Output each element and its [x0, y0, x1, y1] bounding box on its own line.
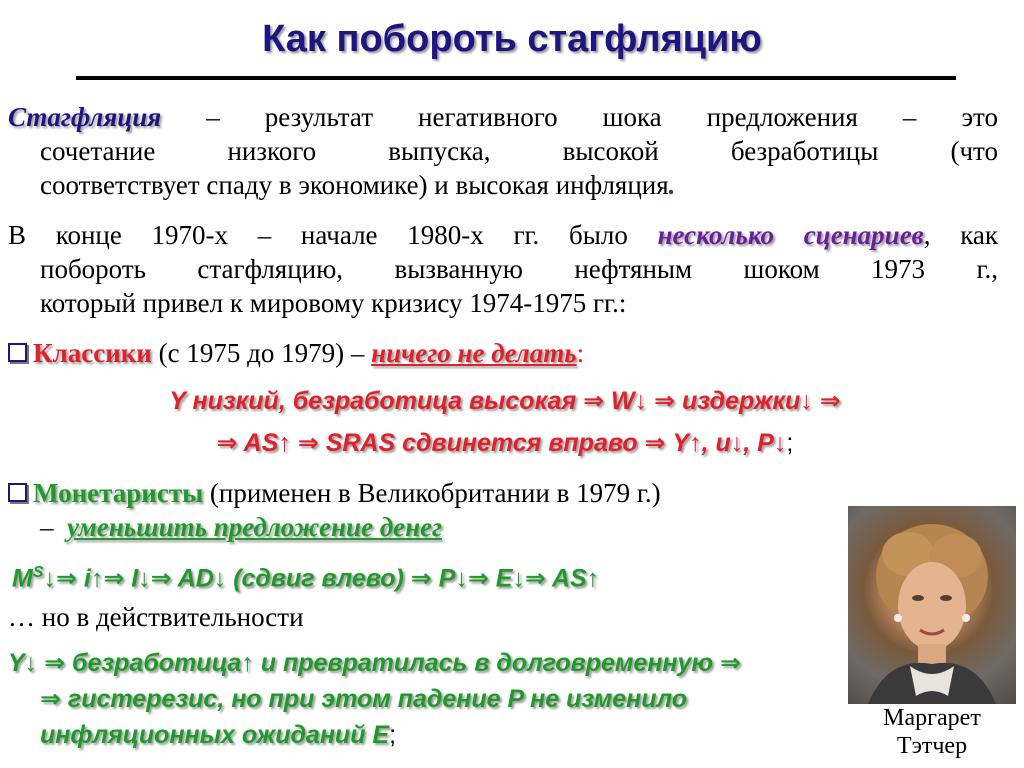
- scenarios-line-2: побороть стагфляцию, вызванную нефтяным шоком 1973 г.,: [40, 254, 998, 284]
- result-line-3: [40, 718, 396, 752]
- checkbox-bullet-icon: [8, 483, 27, 502]
- classics-period: (с 1975 до 1979) –: [158, 338, 365, 368]
- scenarios-line-3: который привел к мировому кризису 1974-1975 гг.:: [40, 288, 627, 318]
- chain-rest: ↓⇒ i↑⇒ I↓⇒ AD↓ (сдвиг влево) ⇒ P↓⇒ E↓⇒ AS↑: [43, 564, 600, 593]
- monetarists-chain: [12, 556, 599, 595]
- photo-caption: [848, 704, 1016, 760]
- monetarists-dash: –: [40, 512, 54, 542]
- title-divider: [76, 76, 956, 80]
- definition-text-1: – результат негативного шока предложения – это: [206, 102, 998, 132]
- caption-line-2: Тэтчер: [896, 733, 968, 759]
- result-line-2: ⇒ гистерезис, но при этом падение P не изменило: [40, 685, 688, 713]
- classics-chain-2: [0, 426, 1010, 460]
- classics-action: ничего не делать: [371, 338, 577, 368]
- monetarists-action: уменьшить предложение денег: [67, 512, 443, 542]
- reality-line: … но в действительности: [8, 602, 304, 632]
- page-title: Как побороть стагфляцию: [262, 18, 762, 60]
- chain-m: M: [12, 564, 33, 593]
- definition-line-1: [8, 100, 998, 134]
- scenarios-text-pre: В конце 1970-х – начале 1980-х гг. было: [8, 220, 628, 250]
- classics-colon: :: [576, 338, 585, 368]
- term-stagflation: Стагфляция: [8, 102, 162, 132]
- definition-text-3: соответствует спаду в экономике) и высокая инфляция: [40, 170, 669, 200]
- thatcher-photo: [848, 506, 1016, 704]
- monetarists-label: Монетаристы: [33, 478, 204, 508]
- definition-period: .: [668, 170, 676, 200]
- classics-chain-2-end: ;: [786, 429, 794, 457]
- checkbox-bullet-icon: [8, 343, 27, 362]
- classics-label: Классики: [33, 338, 152, 368]
- monetarists-action-line: [40, 510, 442, 544]
- result-end: ;: [389, 721, 397, 749]
- classics-line: [8, 336, 584, 370]
- result-line-1: Y↓ ⇒ безработица↑ и превратилась в долговременную ⇒: [8, 649, 741, 677]
- caption-line-1: Маргарет: [883, 705, 981, 731]
- monetarists-note: (применен в Великобритании в 1979 г.): [209, 478, 661, 508]
- chain-s-superscript: S: [32, 564, 44, 581]
- definition-line-2: сочетание низкого выпуска, высокой безработицы (что: [40, 136, 998, 166]
- definition-line-3: [40, 168, 675, 202]
- monetarists-line: [8, 476, 661, 510]
- scenarios-text-post: , как: [923, 220, 999, 250]
- classics-chain-1: Y низкий, безработица высокая ⇒ W↓ ⇒ издержки↓ ⇒: [169, 387, 841, 415]
- scenarios-emphasis: несколько сценариев: [657, 220, 924, 250]
- portrait-illustration: [848, 506, 1016, 704]
- classics-chain-2-text: ⇒ AS↑ ⇒ SRAS сдвинется вправо ⇒ Y↑, u↓, P↓: [216, 429, 787, 457]
- result-text-3: инфляционных ожиданий E: [40, 721, 390, 749]
- scenarios-line-1: [8, 218, 998, 252]
